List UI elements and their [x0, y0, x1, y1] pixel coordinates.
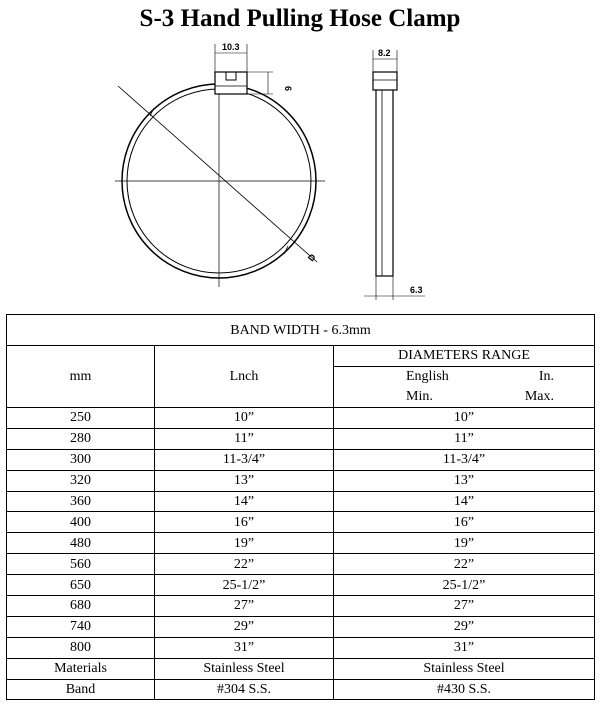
cell-length: 16” [155, 512, 334, 533]
side-view [364, 50, 425, 300]
cell-length: 11” [155, 428, 334, 449]
cell-length: 10” [155, 408, 334, 429]
table-row [7, 596, 595, 617]
dim-head-height-label: 6 [283, 86, 293, 92]
materials-row [7, 658, 595, 679]
cell-length: 29” [155, 616, 334, 637]
band-width-header: BAND WIDTH - 6.3mm [7, 315, 595, 346]
cell-mm: 300 [7, 449, 155, 470]
col-range-header [334, 346, 595, 408]
range-in: In. [538, 369, 554, 384]
cell-range: 16” [334, 512, 595, 533]
col-length-header: Lnch [155, 346, 334, 408]
cell-mm: 320 [7, 470, 155, 491]
range-english: English [406, 369, 449, 384]
cell-mm: 480 [7, 533, 155, 554]
clamp-drawing [0, 0, 600, 312]
cell-mm: 680 [7, 596, 155, 617]
table-row [7, 428, 595, 449]
materials-range: Stainless Steel [334, 658, 595, 679]
cell-mm: 400 [7, 512, 155, 533]
table-row [7, 616, 595, 637]
spec-table [6, 314, 595, 700]
table-row [7, 470, 595, 491]
table-row [7, 512, 595, 533]
cell-mm: 250 [7, 408, 155, 429]
cell-mm: 800 [7, 637, 155, 658]
band-length: #304 S.S. [155, 679, 334, 700]
cell-mm: 360 [7, 491, 155, 512]
cell-range: 14” [334, 491, 595, 512]
cell-length: 11-3/4” [155, 449, 334, 470]
table-row [7, 637, 595, 658]
cell-range: 19” [334, 533, 595, 554]
table-row [7, 408, 595, 429]
band-range: #430 S.S. [334, 679, 595, 700]
page-title: S-3 Hand Pulling Hose Clamp [139, 5, 461, 32]
dim-side-width-label: 8.2 [378, 48, 391, 58]
cell-range: 29” [334, 616, 595, 637]
materials-length: Stainless Steel [155, 658, 334, 679]
table-row [7, 533, 595, 554]
table-row [7, 554, 595, 575]
range-min: Min. [406, 389, 433, 404]
cell-mm: 740 [7, 616, 155, 637]
cell-mm: 560 [7, 554, 155, 575]
range-max: Max. [524, 389, 554, 404]
table-row [7, 575, 595, 596]
cell-length: 22” [155, 554, 334, 575]
dim-band-width-label: 6.3 [410, 285, 423, 295]
cell-range: 13” [334, 470, 595, 491]
dim-head-width-label: 10.3 [222, 42, 240, 52]
cell-range: 25-1/2” [334, 575, 595, 596]
table-row [7, 449, 595, 470]
band-label: Band [7, 679, 155, 700]
cell-length: 13” [155, 470, 334, 491]
materials-label: Materials [7, 658, 155, 679]
cell-mm: 650 [7, 575, 155, 596]
diameter-label: D [305, 251, 318, 264]
cell-length: 25-1/2” [155, 575, 334, 596]
band-row [7, 679, 595, 700]
cell-mm: 280 [7, 428, 155, 449]
cell-length: 27” [155, 596, 334, 617]
cell-range: 10” [334, 408, 595, 429]
cell-length: 31” [155, 637, 334, 658]
cell-length: 14” [155, 491, 334, 512]
front-view [115, 44, 325, 287]
range-title: DIAMETERS RANGE [398, 348, 530, 363]
range-subheader [334, 366, 594, 407]
cell-range: 11-3/4” [334, 449, 595, 470]
cell-range: 22” [334, 554, 595, 575]
cell-range: 11” [334, 428, 595, 449]
cell-range: 27” [334, 596, 595, 617]
cell-range: 31” [334, 637, 595, 658]
table-row [7, 491, 595, 512]
col-mm-header: mm [7, 346, 155, 408]
cell-length: 19” [155, 533, 334, 554]
